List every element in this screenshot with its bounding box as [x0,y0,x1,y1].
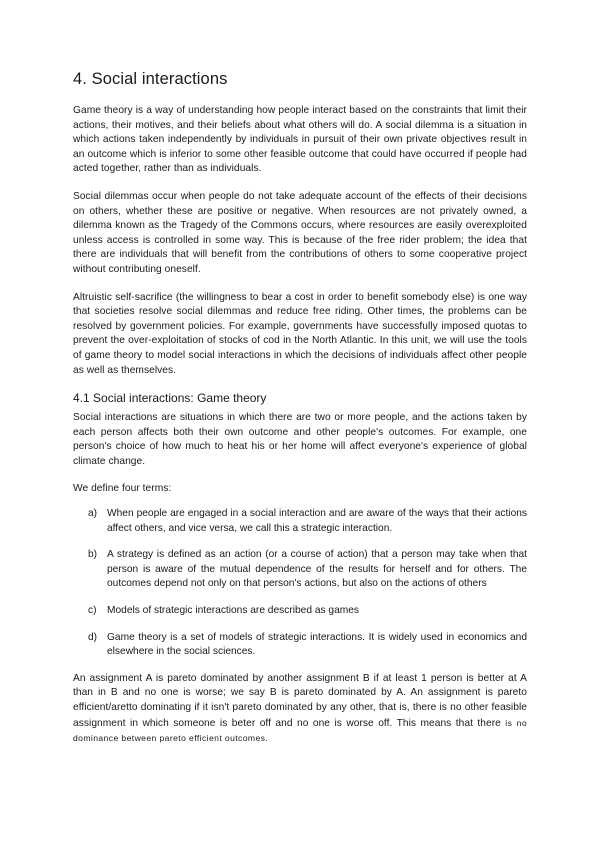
paragraph-game-theory-intro: Game theory is a way of understanding how people interact based on the constraints that limit their actions, their motives, and their beliefs about what others will do. A social dilemma is a situation in which actions taken independently by individuals in pursuit of their own private objectives result in an outcome which is inferior to some other feasible outcome that could have occurred if people had acted together, rather than as individuals. [73,105,527,175]
paragraph-social-dilemmas: Social dilemmas occur when people do not take adequate account of the effects of their decisions on others, whether these are positive or negative. When resources are not privately owned, a dilemma known as the Tragedy of the Commons occurs, where resources are easily overexploited unless access is controlled in some way. This is because of the free rider problem; the idea that there are individuals that will benefit from the contributions of others to some cooperative project without contributing oneself. [73,190,527,275]
list-item-text: Game theory is a set of models of strategic interactions. It is widely used in economics and elsewhere in the social sciences. [107,631,527,658]
list-item-text: Models of strategic interactions are described as games [107,605,359,617]
pareto-text: An assignment A is pareto dominated by another assignment B if at least 1 person is better at A than in B and no one is worse; we say B is pareto dominated by A. An assignment is pareto efficient/aretto dominating if it isn't pareto dominated by any other, that is, there is no other feasible assignment in which someone is beter off and no one is worse off. This means that there [73,672,527,729]
list-item [88,548,527,592]
list-marker: b) [88,549,98,561]
list-marker: c) [88,605,97,617]
terms-intro: We define four terms: [73,483,172,495]
section-heading: 4. Social interactions [73,70,228,88]
list-item-text: A strategy is defined as an action (or a course of action) that a person may take when that person is aware of the mutual dependence of the results for herself and for others. The outcomes depend not only on that person's actions, but also on the actions of others [107,549,527,590]
terms-list [73,507,527,660]
subsection-heading: 4.1 Social interactions: Game theory [73,391,267,406]
list-marker: d) [88,631,98,643]
paragraph-social-interactions: Social interactions are situations in which there are two or more people, and the actions taken by each person affects both their own outcome and other people's outcomes. For example, one person's choice of how much to heat his or her home will affect everyone's experience of global climate change. [73,412,527,467]
list-item [88,604,527,619]
list-item-text: When people are engaged in a social interaction and are aware of the ways that their actions affect others, and vice versa, we call this a strategic interaction. [107,508,527,534]
list-item [88,507,527,536]
list-marker: a) [88,508,98,520]
pareto-text-small: is no dominance between pareto efficient outcomes. [73,717,528,744]
list-item [88,631,527,660]
document-body [73,70,527,760]
paragraph-pareto [73,672,527,747]
paragraph-altruism: Altruistic self-sacrifice (the willingness to bear a cost in order to benefit somebody else) is one way that societies resolve social dilemmas and reduce free riding. Other times, the problems can be resolved by government policies. For example, governments have successfully imposed quotas to prevent the over-exploitation of stocks of cod in the North Atlantic. In this unit, we will use the tools of game theory to model social interactions in which the decisions of individuals affect other people as well as themselves. [73,291,527,376]
